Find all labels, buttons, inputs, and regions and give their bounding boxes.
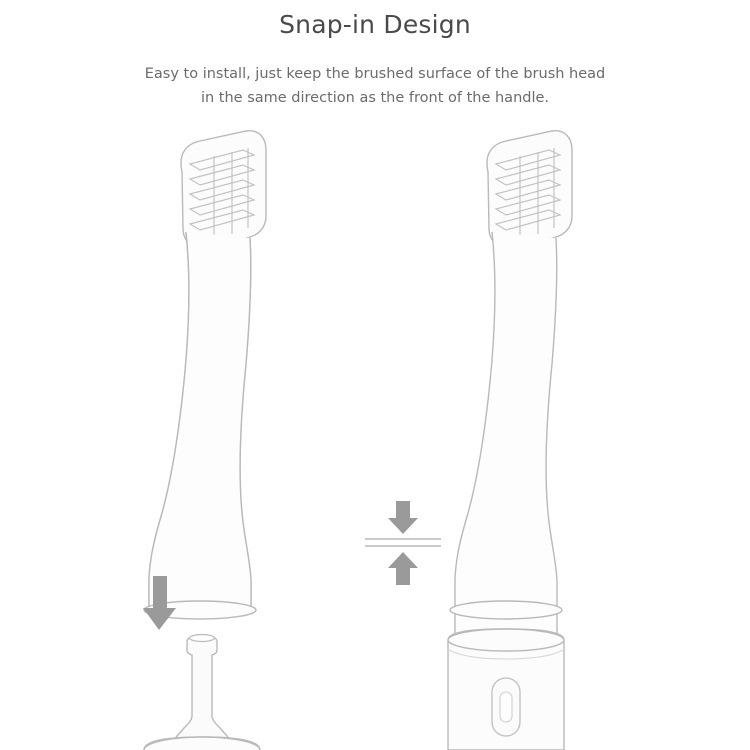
- right-neck-fill: [455, 232, 557, 658]
- brush-neck-fill: [149, 232, 251, 610]
- subtitle-line-1: Easy to install, just keep the brushed surface of the brush head: [144, 66, 606, 82]
- right-figure: [365, 131, 572, 750]
- right-up-arrow: [388, 552, 418, 585]
- right-down-arrow: [388, 501, 418, 534]
- alignment-lines: [365, 539, 441, 546]
- left-figure: [143, 131, 266, 750]
- right-handle-top-rim: [448, 629, 564, 651]
- power-button-inner: [500, 692, 512, 722]
- power-button[interactable]: [492, 678, 520, 736]
- bristle-block-outline-right: [487, 131, 572, 247]
- illustration-area: [0, 120, 750, 750]
- handle-connector-post: [176, 635, 228, 743]
- left-handle-body: [143, 737, 261, 750]
- handle-top-rim: [144, 737, 260, 750]
- page-title: Snap-in Design: [279, 10, 471, 39]
- bristle-block-outline: [181, 131, 266, 247]
- alignment-indicator: [365, 501, 441, 585]
- post-top-ellipse: [190, 635, 215, 642]
- subtitle-line-2: in the same direction as the front of the handle.: [200, 90, 550, 106]
- page-subtitle: [0, 62, 750, 110]
- brush-head-base-flange-right: [450, 601, 562, 619]
- toothbrush-diagram-svg: [0, 120, 750, 750]
- right-brush-head: [450, 131, 572, 658]
- left-brush-head: [144, 131, 266, 619]
